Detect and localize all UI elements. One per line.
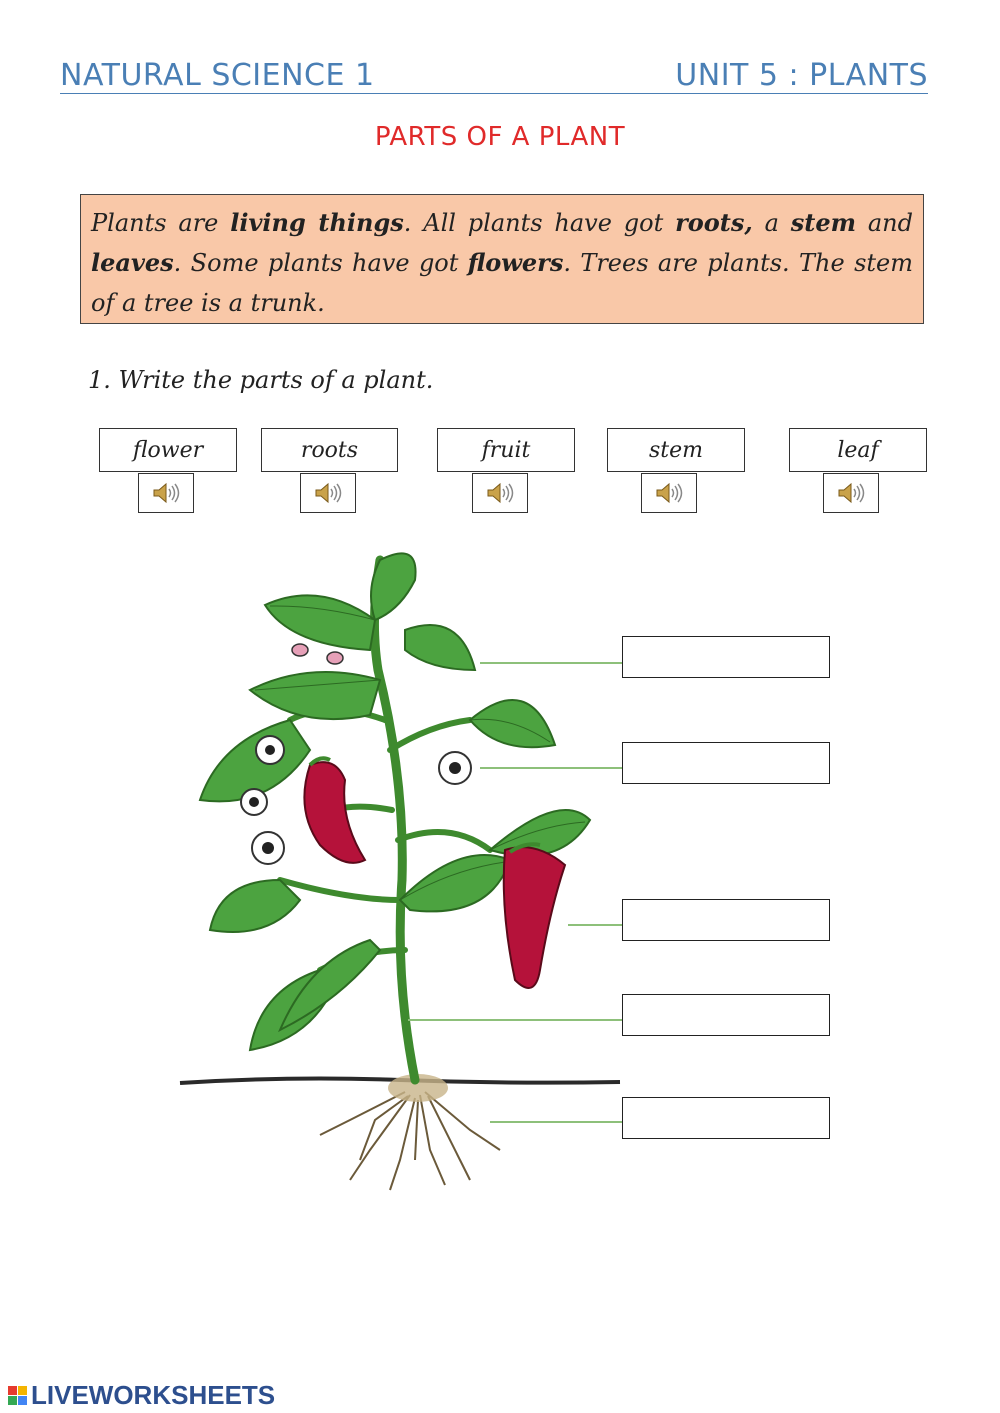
- page-title: PARTS OF A PLANT: [374, 122, 626, 152]
- info-box: [80, 194, 924, 324]
- unit-heading: UNIT 5 : PLANTS: [675, 58, 928, 93]
- answer-input-3[interactable]: [623, 900, 829, 940]
- question-text: 1. Write the parts of a plant.: [88, 366, 434, 394]
- info-text: Plants are living things. All plants have got roots, a stem and leaves. Some plants have got flowers. Trees are plants. The stem of a tree is a trunk.: [91, 208, 914, 317]
- speaker-icon: [313, 481, 343, 505]
- speaker-icon: [654, 481, 684, 505]
- answer-box-roots[interactable]: [622, 1097, 830, 1139]
- answer-box-fruit[interactable]: [622, 899, 830, 941]
- pepper-plant-illustration: [170, 520, 640, 1200]
- audio-button-stem[interactable]: [641, 473, 697, 513]
- audio-button-roots[interactable]: [300, 473, 356, 513]
- word-card-fruit[interactable]: fruit: [437, 428, 575, 472]
- speaker-icon: [485, 481, 515, 505]
- audio-button-leaf[interactable]: [823, 473, 879, 513]
- answer-input-2[interactable]: [623, 743, 829, 783]
- subject-heading: NATURAL SCIENCE 1: [60, 58, 375, 93]
- liveworksheets-logo: [8, 1380, 275, 1411]
- speaker-icon: [836, 481, 866, 505]
- word-card-leaf[interactable]: leaf: [789, 428, 927, 472]
- plant-roots: [320, 1092, 500, 1190]
- brand-name: LIVEWORKSHEETS: [31, 1380, 276, 1410]
- answer-box-flower[interactable]: [622, 742, 830, 784]
- answer-box-stem[interactable]: [622, 994, 830, 1036]
- answer-input-1[interactable]: [623, 637, 829, 677]
- word-card-roots[interactable]: roots: [261, 428, 398, 472]
- answer-box-leaf[interactable]: [622, 636, 830, 678]
- speaker-icon: [151, 481, 181, 505]
- word-card-stem[interactable]: stem: [607, 428, 745, 472]
- answer-input-5[interactable]: [623, 1098, 829, 1138]
- word-card-flower[interactable]: flower: [99, 428, 237, 472]
- header-rule: [60, 93, 928, 94]
- answer-input-4[interactable]: [623, 995, 829, 1035]
- audio-button-flower[interactable]: [138, 473, 194, 513]
- logo-grid-icon: [8, 1386, 27, 1405]
- audio-button-fruit[interactable]: [472, 473, 528, 513]
